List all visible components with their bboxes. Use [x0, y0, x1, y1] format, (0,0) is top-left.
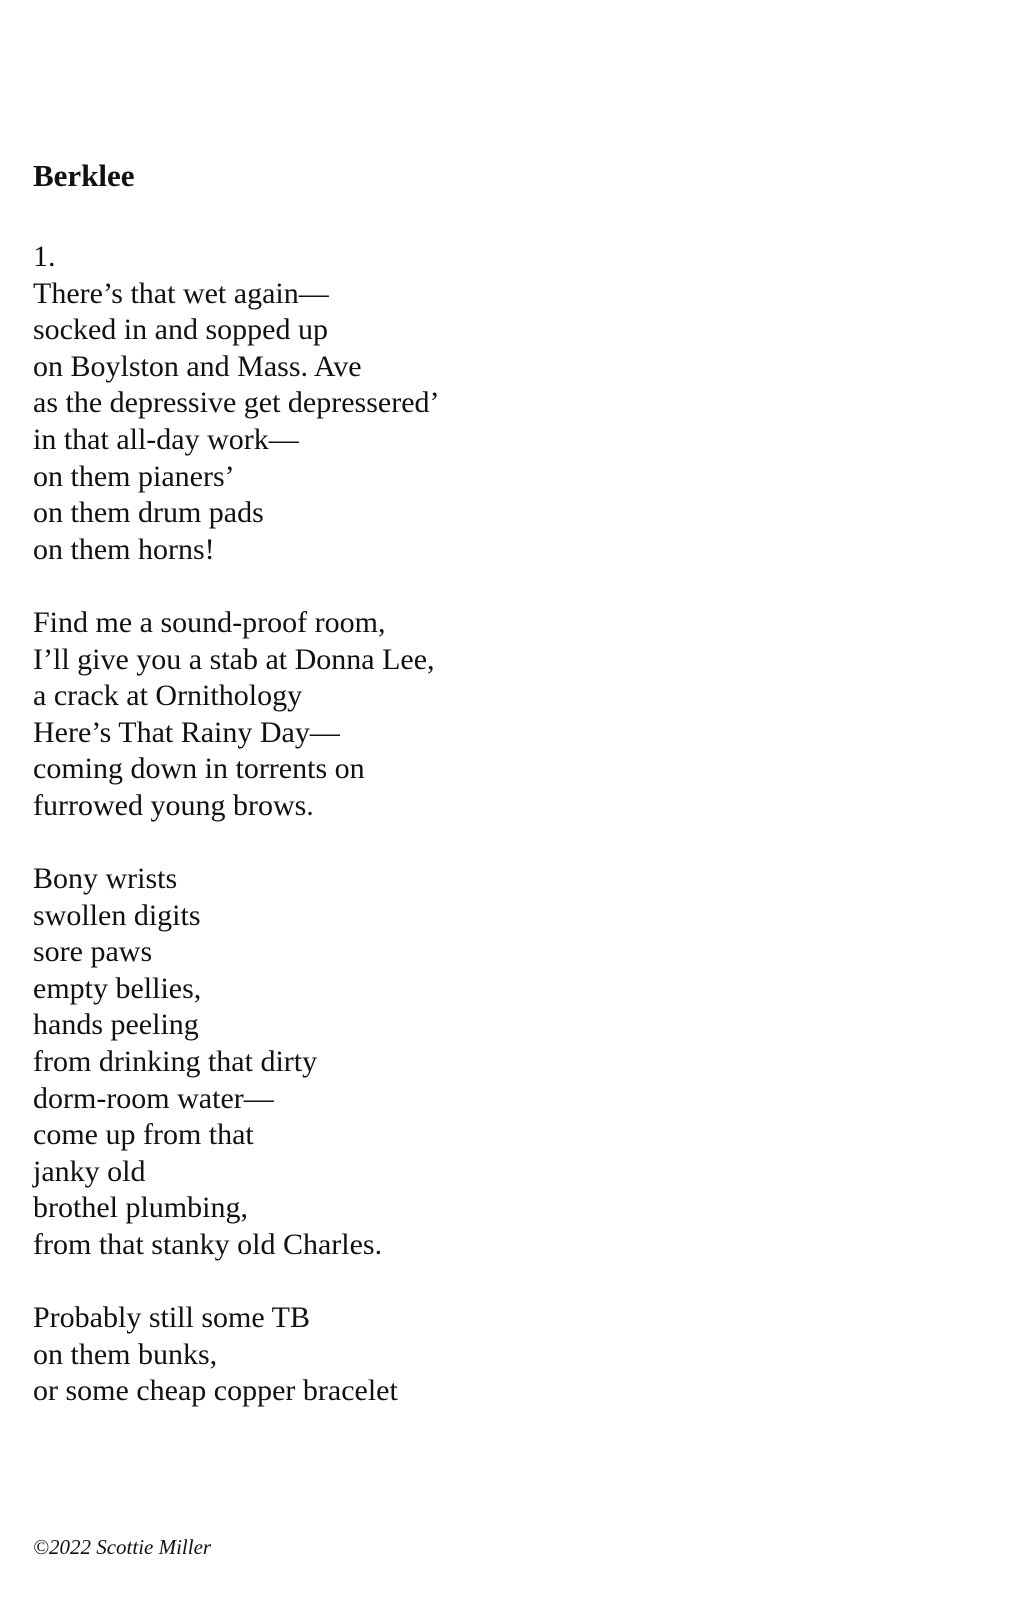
- poem-line: dorm-room water—: [33, 1081, 274, 1115]
- poem-line: in that all-day work—: [33, 422, 299, 456]
- poem-line: on Boylston and Mass. Ave: [33, 349, 362, 383]
- poem-line: on them horns!: [33, 532, 215, 566]
- stanza-2: [33, 605, 933, 825]
- poem-line: on them pianers’: [33, 459, 235, 493]
- poem-line: There’s that wet again—: [33, 276, 329, 310]
- stanza-3: [33, 861, 933, 1264]
- poem-line: on them bunks,: [33, 1337, 218, 1371]
- poem-line: janky old: [33, 1154, 146, 1188]
- copyright-notice: ©2022 Scottie Miller: [33, 1535, 212, 1559]
- poem-line: come up from that: [33, 1118, 254, 1152]
- poem-line: socked in and sopped up: [33, 313, 328, 347]
- poem-line: a crack at Ornithology: [33, 679, 303, 713]
- poem-line: Find me a sound-proof room,: [33, 605, 386, 639]
- poem-line: from that stanky old Charles.: [33, 1228, 383, 1262]
- stanza-4: [33, 1300, 933, 1410]
- poem-line: from drinking that dirty: [33, 1045, 318, 1079]
- poem-body: [33, 239, 933, 1447]
- poem-line: empty bellies,: [33, 971, 202, 1005]
- poem-line: or some cheap copper bracelet: [33, 1374, 398, 1408]
- poem-line: on them drum pads: [33, 496, 264, 530]
- poem-line: Probably still some TB: [33, 1301, 310, 1335]
- poem-line: furrowed young brows.: [33, 788, 314, 822]
- poem-line: sore paws: [33, 935, 153, 969]
- poem-line: I’ll give you a stab at Donna Lee,: [33, 642, 435, 676]
- poem-title: Berklee: [33, 158, 135, 193]
- poem-line: coming down in torrents on: [33, 752, 365, 786]
- poem-line: Bony wrists: [33, 862, 178, 896]
- poem-line: brothel plumbing,: [33, 1191, 248, 1225]
- poem-line: 1.: [33, 240, 56, 273]
- poem-line: swollen digits: [33, 898, 201, 932]
- poem-line: Here’s That Rainy Day—: [33, 715, 340, 749]
- poem-line: hands peeling: [33, 1008, 199, 1042]
- stanza-1: [33, 239, 933, 568]
- poem-line: as the depressive get depressered’: [33, 386, 440, 420]
